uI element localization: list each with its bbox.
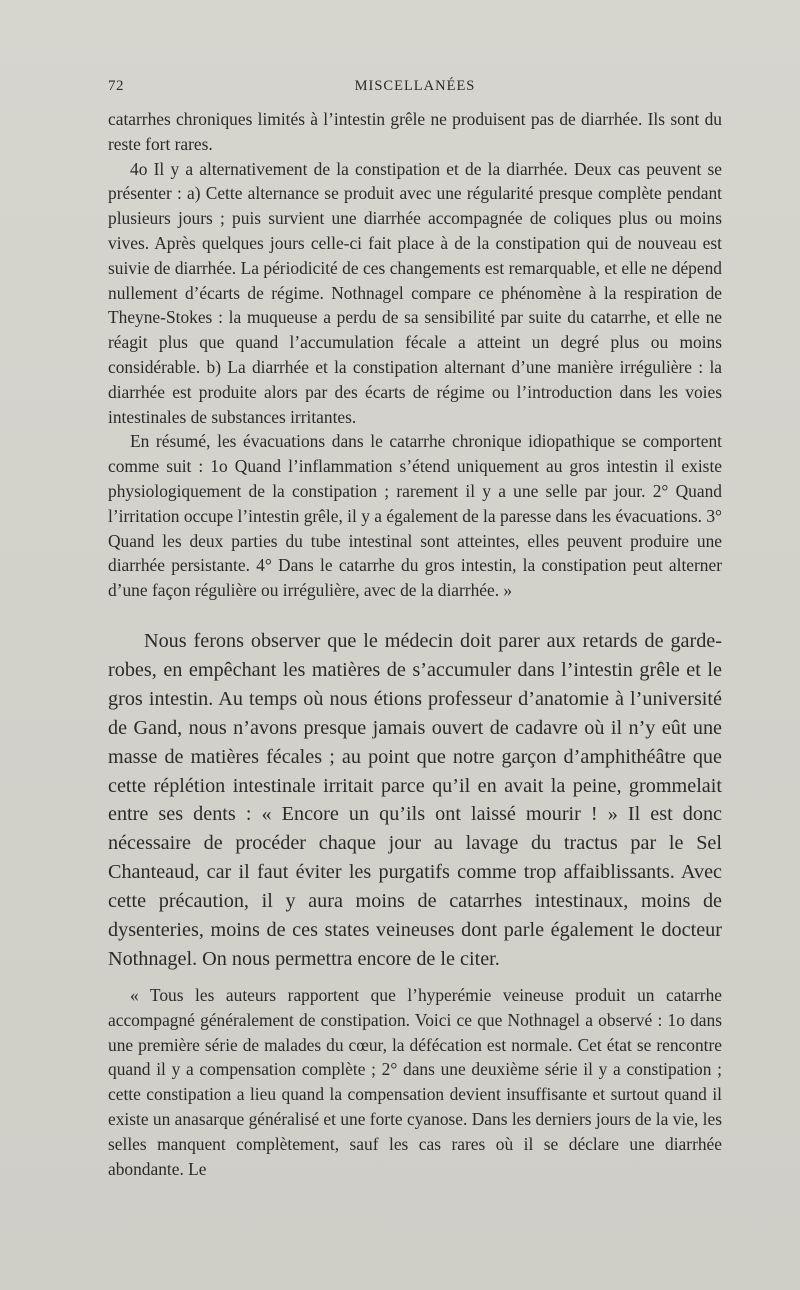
paragraph: Nous ferons observer que le médecin doit parer aux retards de garde-robes, en empêchant les matières de s’accumuler dans l’intestin grêle et le gros intestin. Au temps où nous étions professeur d’anatomie à l’université de Gand, nous n’avons presque jamais ouvert de cadavre où il n’y eût une masse de matières fécales ; au point que notre garçon d’amphithéâtre que cette réplétion intestinale irritait parce qu’il en avait la peine, grommelait entre ses dents : « Encore un qu’ils ont laissé mourir ! » Il est donc nécessaire de procéder chaque jour au lavage du tractus par le Sel Chanteaud, car il faut éviter les purgatifs comme trop affaiblissants. Avec cette précaution, il y aura moins de catarrhes intestinaux, moins de dysenteries, moins de ces states veineuses dont parle également le docteur Nothnagel. On nous permettra encore de le citer. [108, 630, 722, 970]
paragraph: « Tous les auteurs rapportent que l’hyperémie veineuse produit un catarrhe accompagné généralement de constipation. Voici ce que Nothnagel a observé : 1o dans une première série de malades du cœur, la défécation est normale. Cet état se rencontre quand il y a compensation complète ; 2° dans une deuxième série il y a constipation ; cette constipation a lieu quand la compensation devient insuffisante et surtout quand il existe un anasarque généralisé et une forte cyanose. Dans les derniers jours de la vie, les selles manquent complètement, sauf les cas rares où il se déclare une diarrhée abondante. Le [108, 985, 722, 1179]
author-commentary [108, 627, 722, 974]
quoted-passage-continuation [108, 107, 722, 603]
paragraph: 4o Il y a alternativement de la constipation et de la diarrhée. Deux cas peuvent se présenter : a) Cette alternance se produit avec une régularité presque complète pendant plusieurs jours ; puis survient une diarrhée accompagnée de coliques plus ou moins vives. Après quelques jours celle-ci fait place à de la constipation qui de nouveau est suivie de diarrhée. La périodicité de ces changements est remarquable, et elle ne dépend nullement d’écarts de régime. Nothnagel compare ce phénomène à la respiration de Theyne-Stokes : la muqueuse a perdu de sa sensibilité par suite du catarrhe, et elle ne réagit plus que quand l’accumulation fécale a atteint un degré plus ou moins considérable. b) La diarrhée et la constipation alternant d’une manière irrégulière : la diarrhée est produite alors par des écarts de régime ou l’introduction dans les voies intestinales de substances irritantes. [108, 158, 722, 427]
quoted-passage [108, 983, 722, 1181]
page-header [108, 78, 722, 100]
paragraph: En résumé, les évacuations dans le catarrhe chronique idiopathique se comportent comme suit : 1o Quand l’inflammation s’étend uniquement au gros intestin il existe physiologiquement de la constipation ; rarement il y a une selle par jour. 2° Quand l’irritation occupe l’intestin grêle, il y a également de la paresse dans les évacuations. 3° Quand les deux parties du tube intestinal sont atteintes, elles peuvent produire une diarrhée persistante. 4° Dans le catarrhe du gros intestin, la constipation peut alterner d’une façon régulière ou irrégulière, avec de la diarrhée. » [108, 431, 722, 601]
running-title: MISCELLANÉES [354, 78, 476, 94]
paragraph: catarrhes chroniques limités à l’intestin grêle ne produisent pas de diarrhée. Ils sont du reste fort rares. [108, 109, 722, 154]
page-number: 72 [108, 78, 124, 94]
